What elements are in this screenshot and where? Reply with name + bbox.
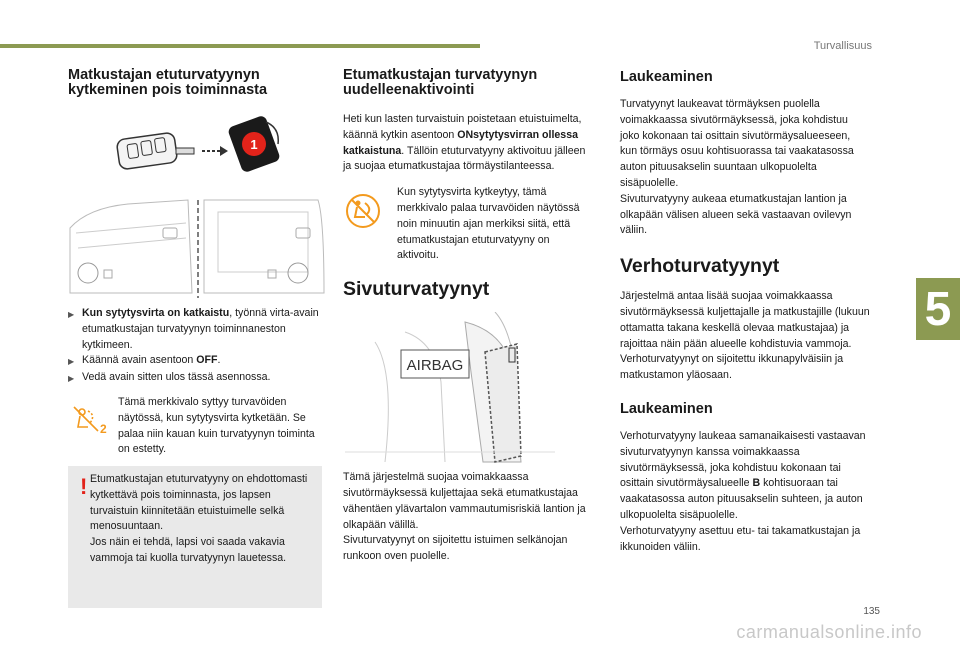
reactivation-strong: ONsytytysvirran ollessa katkaistuna [343,128,578,157]
reactivation-heading-line2: uudelleenaktivointi [343,82,475,98]
deactivation-heading [68,68,326,98]
svg-text:1: 1 [250,137,258,152]
page-number: 135 [863,606,880,617]
column-reactivation [343,68,593,565]
airbag-switch-icon [227,115,281,174]
zone-b-label: B [752,477,761,490]
side-airbag-illustration [345,312,555,464]
curtain-deployment-text-1: Verhoturvatyyny laukeaa samanaikaisesti vastaavan sivuturvatyynyn kanssa voimakkaassa sivutörmäyksessä, joka kohdistuu kokonaan tai osittain sivutörmäysalueelle [620,429,866,490]
step-2-text: Käännä avain asentoon [82,354,197,367]
deactivated-indicator-text: Tämä merkkivalo syttyy turvavöiden näytössä, kun sytytysvirta kytketään. Se palaa niin kauan kuin turvatyynyn toiminta on estetty. [118,395,315,456]
reactivation-heading-line1: Etumatkustajan turvatyynyn [343,67,538,83]
reactivation-paragraph [343,112,593,175]
svg-text:2: 2 [100,421,107,436]
deactivation-heading-line1: Matkustajan etuturvatyynyn [68,67,260,83]
step-3 [68,370,326,387]
bullet-arrow-icon: ▶ [68,374,75,384]
key-icon [116,132,194,170]
curtain-text-2: Verhoturvatyynyt on sijoitettu ikkunapylväisiin ja matkustamon yläosaan. [620,353,844,382]
curtain-deployment-text-3: Verhoturvatyyny asettuu etu- tai takamatkustajan ja ikkunoiden väliin. [620,524,861,553]
reactivation-text-1: Heti kun lasten turvaistuin poistetaan etuistuimelta, käännä kytkin asentoon [343,113,582,141]
curtain-deployment-heading: Laukeaminen [620,400,713,417]
step-1-strong: Kun sytytysvirta on katkaistu [82,307,230,319]
deactivated-indicator-note [68,395,326,458]
activated-indicator-note [343,185,593,264]
deployment-text-1: Turvatyynyt laukeavat törmäyksen puolella voimakkaassa sivutörmäyksessä, joka kohdistuu joko kokonaan tai osittain sivutörmäysalueeseen, kun törmäys osuu kohtisuorassa tai vaakatasossa auton pituusakselin suuntaan ulkopuolelta sisäpuolelle. [620,98,854,189]
step-1-text: , työnnä virta-avain etumatkustajan turvatyynyn toiminnaneston kytkimeen. [82,307,319,351]
side-airbags-paragraph [343,470,593,565]
airbag-on-indicator-icon [343,191,397,231]
curtain-text-1: Järjestelmä antaa lisää suojaa voimakkaassa sivutörmäyksessä kuljettajalle ja matkustajille (lukuun ottamatta takana keskellä olevaa matkustajaa) ja rajoittaa näin pään alueelle kohdistuvia vammoja. [620,290,870,350]
header-accent-bar [0,44,480,48]
warning-text-1: Etumatkustajan etuturvatyyny on ehdottomasti kytkettävä pois toiminnasta, jos lapsen turvaistuin kiinnitetään etuistuimelle selkä menosuuntaan. [90,473,308,533]
chapter-tab[interactable]: 5 [916,278,960,340]
step-2-end: . [217,354,221,367]
curtain-deployment-paragraph [620,429,870,555]
deactivation-heading-line2: kytkeminen pois toiminnasta [68,82,268,98]
reactivation-text-2: . Tällöin etuturvatyyny aktivoituu jälleen ja suojaa etumatkustajaa törmäystilanteessa. [343,144,586,173]
airbag-off-indicator-icon [68,403,118,437]
step-1 [68,306,326,353]
curtain-airbags-heading: Verhoturvatyynyt [620,255,780,278]
key-switch-illustration [68,108,326,298]
column-deactivation [68,68,326,458]
arrow-icon [202,146,228,156]
deactivation-steps [68,306,326,387]
airbag-label: AIRBAG [406,357,464,375]
warning-text [90,472,316,567]
column-deployment [620,68,870,555]
watermark: carmanualsonline.info [736,622,922,642]
warning-text-2: Jos näin ei tehdä, lapsi voi saada vakavia vammoja tai kuolla turvatyynyn lauetessa. [90,536,287,564]
warning-box [68,466,322,608]
deployment-heading: Laukeaminen [620,69,713,85]
step-2 [68,353,326,370]
side-airbags-text-1: Tämä järjestelmä suojaa voimakkaassa sivutörmäyksessä kuljettajaa sekä etumatkustajaa vähentäen ylävartalon vammautumisriskiä lantion ja olkapään välillä. [343,471,586,531]
curtain-deployment-text-2: kohtisuoraan tai vaakatasossa auton pituusakselin suhteen, ja auton ulkopuolelta sisäpuolelle. [620,477,863,521]
side-airbags-heading: Sivuturvatyynyt [343,278,490,301]
side-airbags-text-2: Sivuturvatyynyt on sijoitettu istuimen selkänojan runkoon oven puolelle. [343,534,568,563]
step-3-text: Vedä avain sitten ulos tässä asennossa. [82,371,271,384]
section-title: Turvallisuus [813,40,872,52]
reactivation-heading [343,68,593,98]
bullet-arrow-icon: ▶ [68,310,75,319]
deployment-text-2: Sivuturvatyyny aukeaa etumatkustajan lantion ja olkapään välisen alueen sekä vastaavan ovilevyn väliin. [620,192,852,237]
bullet-arrow-icon: ▶ [68,357,75,367]
activated-indicator-text: Kun sytytysvirta kytkeytyy, tämä merkkivalo palaa turvavöiden näytössä noin minuutin ajan merkiksi siitä, että etumatkustajan etuturvatyyny on aktivoitu. [397,186,580,262]
step-2-strong: OFF [196,354,218,367]
deployment-paragraph [620,97,870,239]
curtain-airbags-paragraph [620,289,870,384]
warning-icon: ! [80,474,88,499]
